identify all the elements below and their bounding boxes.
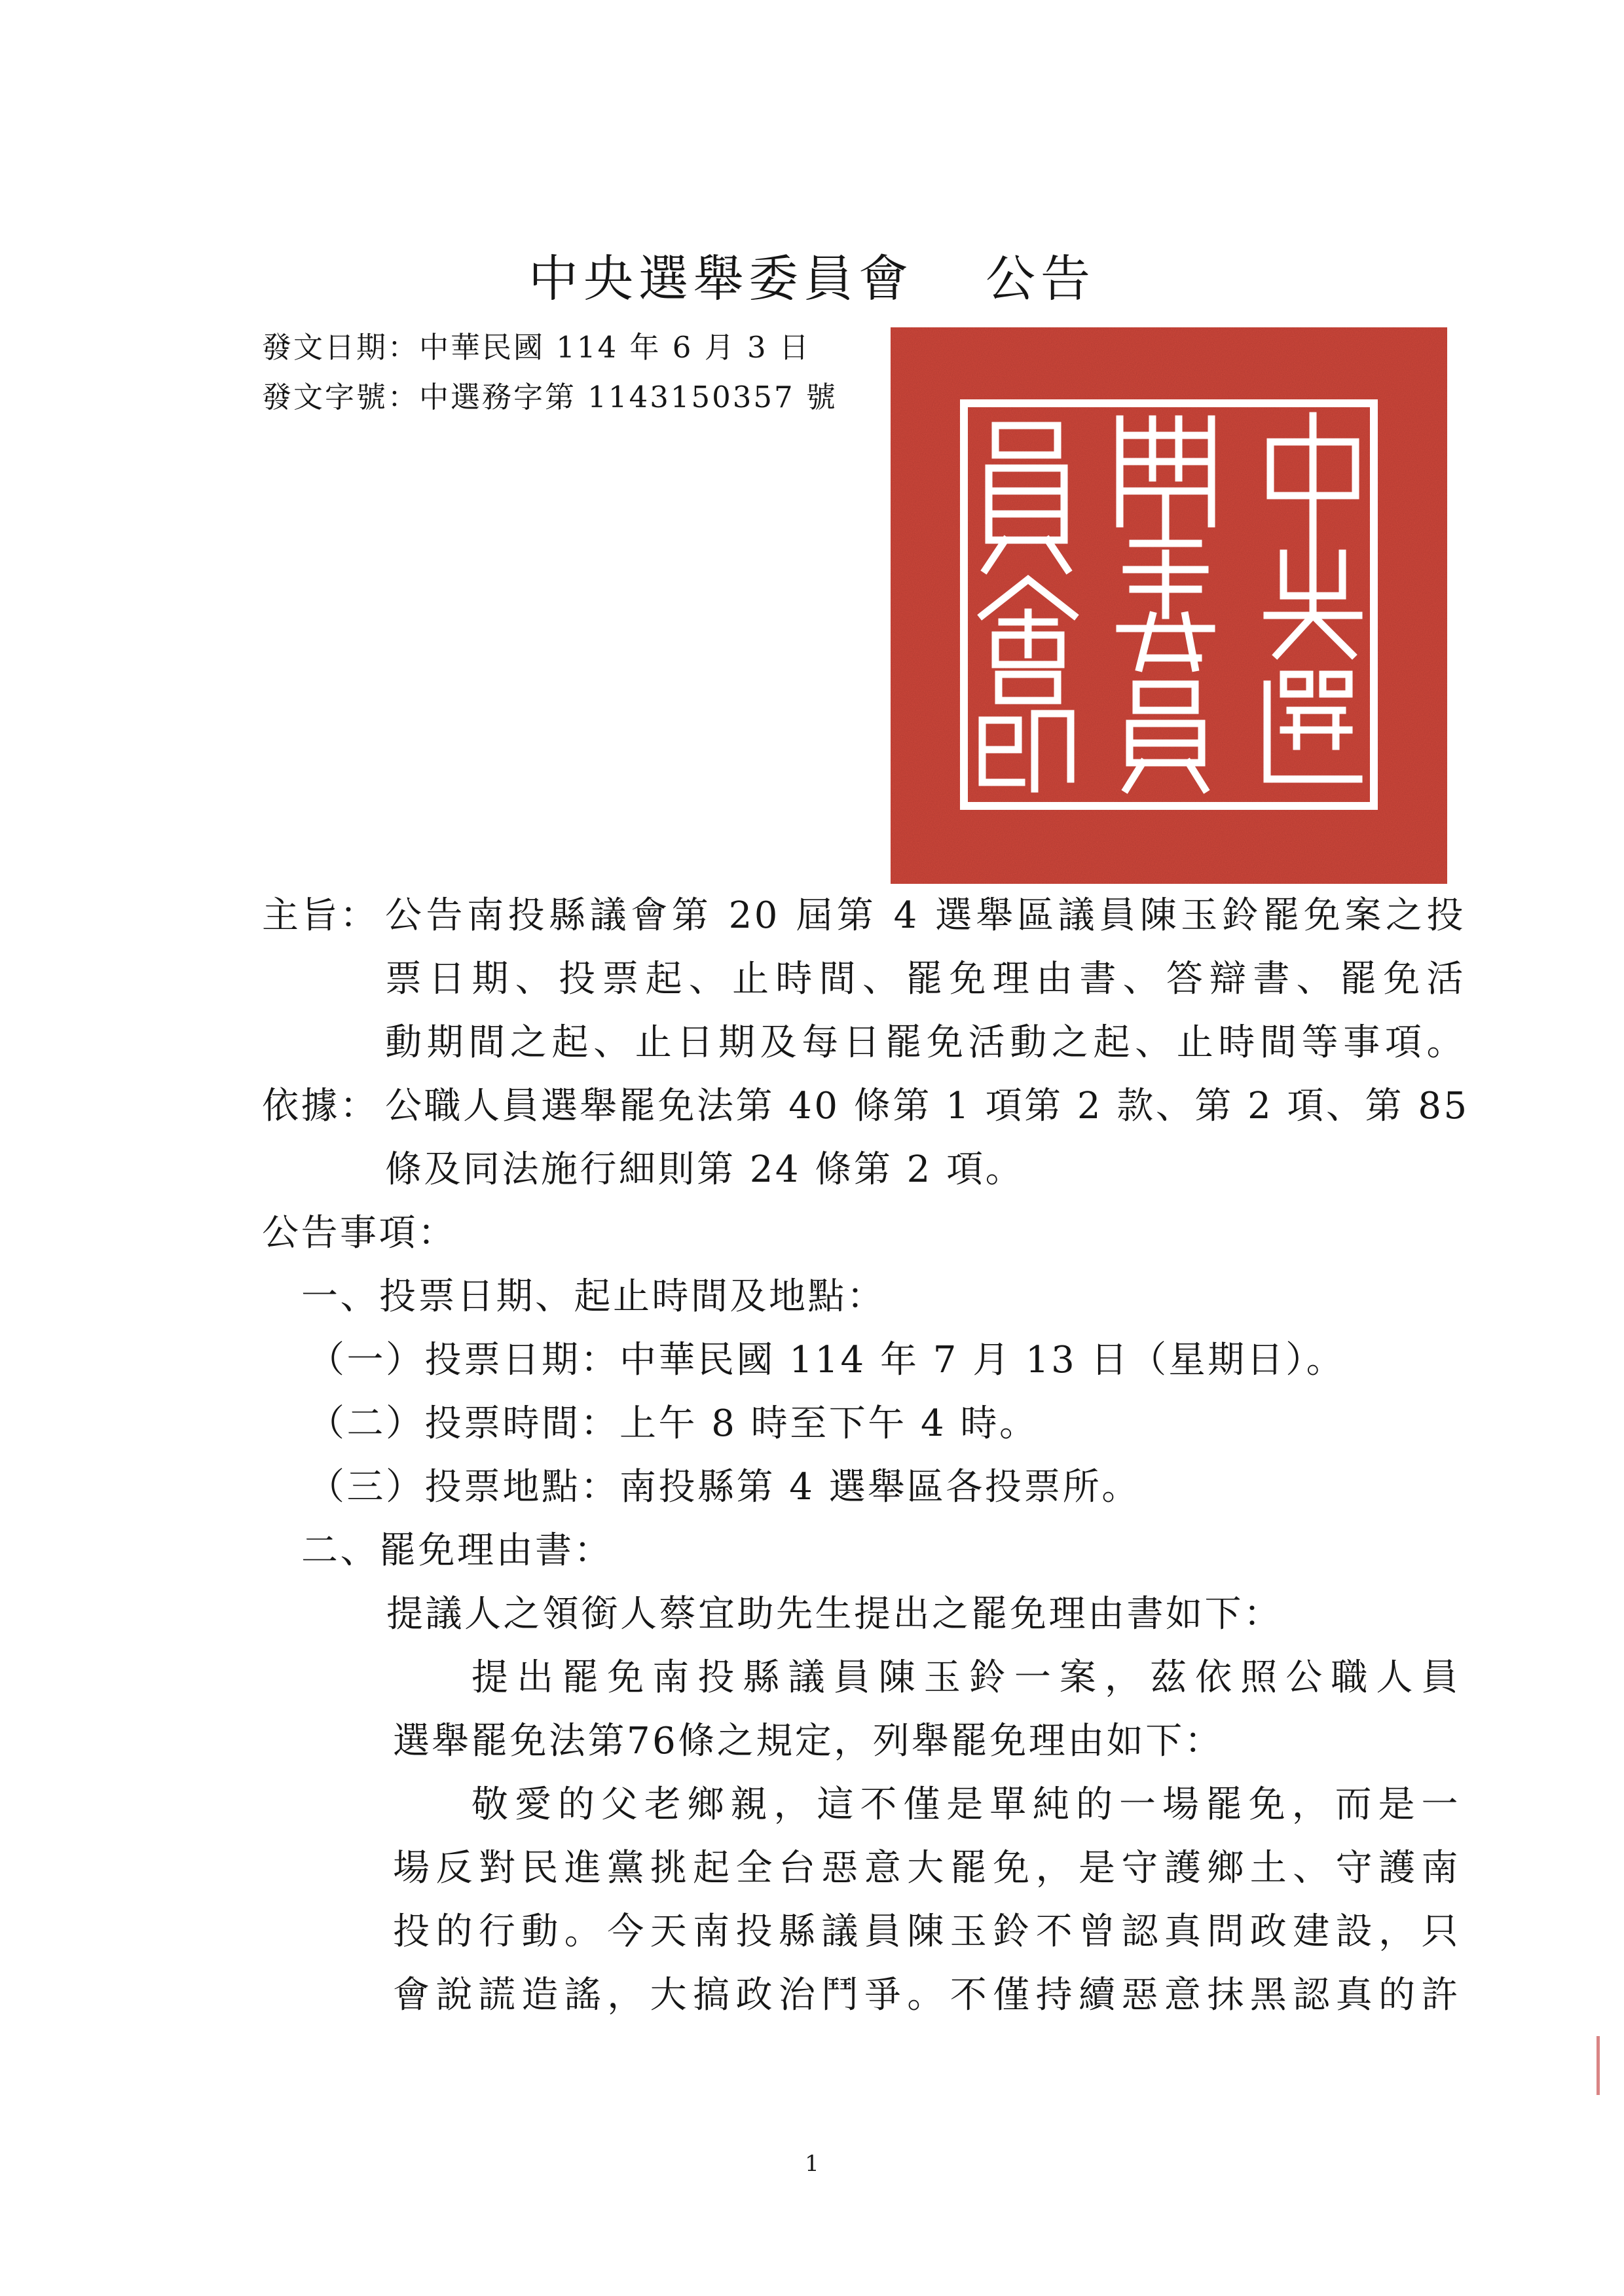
section-heading: 一、投票日期、起止時間及地點： [301,1275,886,1318]
list-item: （三）投票地點：南投縣第 4 選舉區各投票所。 [308,1466,1141,1508]
reason-line: 敬愛的父老鄉親，這不僅是單純的一場罷免，而是一 [471,1783,1460,1826]
notice-heading: 公告事項： [262,1212,457,1254]
reason-line: 選舉罷免法第76條之規定，列舉罷免理由如下： [393,1720,1224,1762]
document-number: 發文字號：中選務字第 1143150357 號 [262,380,838,414]
reason-line: 會說謊造謠，大搞政治鬥爭。不僅持續惡意抹黑認真的許 [393,1974,1460,2016]
scan-mark [1596,2036,1600,2095]
reason-intro: 提議人之領銜人蔡宜助先生提出之罷免理由書如下： [386,1593,1283,1635]
official-seal [891,327,1447,884]
subject-line: 公告南投縣議會第 20 屆第 4 選舉區議員陳玉鈴罷免案之投 [385,894,1466,937]
reason-line: 場反對民進黨挑起全台惡意大罷免，是守護鄉土、守護南 [393,1847,1460,1889]
list-item: （一）投票日期：中華民國 114 年 7 月 13 日（星期日）。 [308,1339,1346,1381]
reason-line: 提出罷免南投縣議員陳玉鈴一案，茲依照公職人員 [471,1656,1460,1699]
basis-label: 依據： [262,1085,379,1127]
reason-line: 投的行動。今天南投縣議員陳玉鈴不曾認真問政建設，只 [393,1910,1460,1953]
subject-label: 主旨： [262,894,379,937]
page-title [0,239,1624,310]
section-heading: 二、罷免理由書： [301,1529,613,1572]
issue-date: 發文日期：中華民國 114 年 6 月 3 日 [262,330,811,365]
list-item: （二）投票時間：上午 8 時至下午 4 時。 [308,1402,1039,1445]
subject-line: 票日期、投票起、止時間、罷免理由書、答辯書、罷免活 [385,958,1466,1000]
basis-line: 公職人員選舉罷免法第 40 條第 1 項第 2 款、第 2 項、第 85 [385,1085,1469,1127]
subject-line: 動期間之起、止日期及每日罷免活動之起、止時間等事項。 [385,1021,1466,1064]
title-org: 中央選舉委員會 [528,249,913,308]
page-number: 1 [805,2151,819,2177]
title-kind: 公告 [986,249,1096,308]
basis-line: 條及同法施行細則第 24 條第 2 項。 [385,1148,1025,1191]
